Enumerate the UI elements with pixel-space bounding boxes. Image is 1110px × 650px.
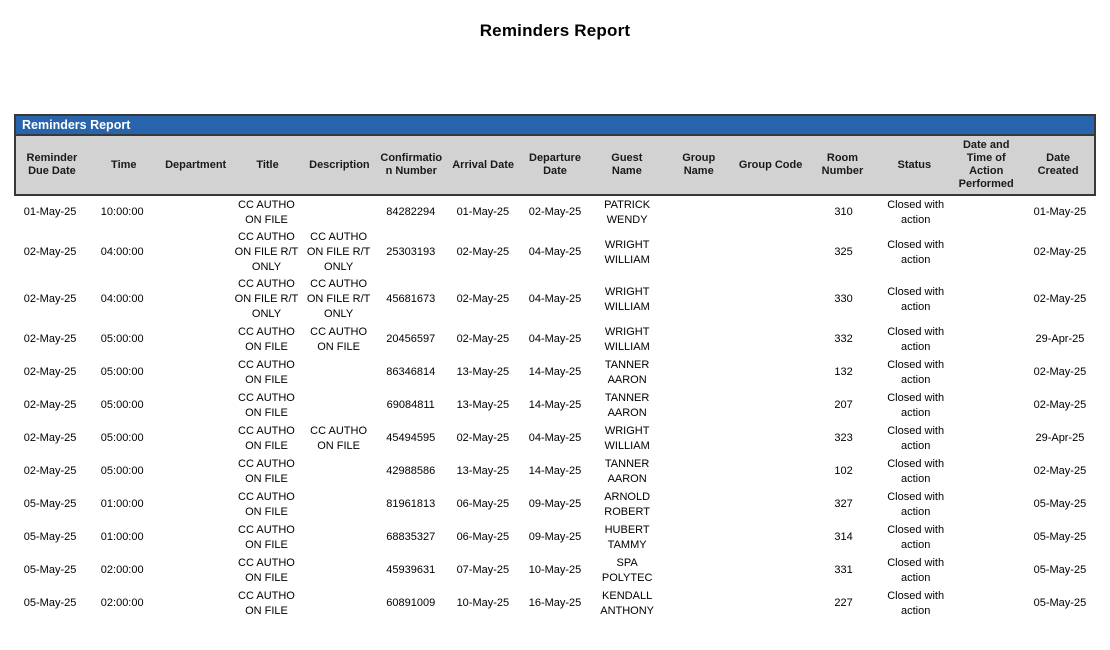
cell-room-number: 102 <box>834 465 853 477</box>
cell-room-number: 132 <box>834 366 853 378</box>
cell-description: CC AUTHO ON FILE R/T ONLY <box>306 278 371 320</box>
cell-status: Closed with action <box>887 198 945 226</box>
cell-status: Closed with action <box>887 325 945 353</box>
table-row <box>14 323 1096 356</box>
cell-arrival-date: 07-May-25 <box>456 564 510 576</box>
cell-departure-date: 04-May-25 <box>528 293 582 305</box>
cell-title: CC AUTHO ON FILE <box>238 523 295 551</box>
cell-date-created: 05-May-25 <box>1033 564 1087 576</box>
cell-reminder-due-date: 05-May-25 <box>23 597 77 609</box>
cell-room-number: 310 <box>834 206 853 218</box>
table-row <box>14 389 1096 422</box>
cell-guest-name: KENDALL ANTHONY <box>600 589 655 617</box>
cell-description: CC AUTHO ON FILE <box>310 424 368 452</box>
cell-arrival-date: 13-May-25 <box>456 465 510 477</box>
table-row <box>14 587 1096 620</box>
cell-status: Closed with action <box>887 358 945 386</box>
cell-description: CC AUTHO ON FILE R/T ONLY <box>306 231 371 273</box>
table-title-bar: Reminders Report <box>16 116 1094 136</box>
cell-room-number: 207 <box>834 399 853 411</box>
column-header-status: Status <box>897 158 932 171</box>
cell-reminder-due-date: 02-May-25 <box>23 246 77 258</box>
cell-departure-date: 04-May-25 <box>528 333 582 345</box>
cell-guest-name: WRIGHT WILLIAM <box>604 238 650 266</box>
cell-confirmation-number: 45494595 <box>386 432 436 444</box>
cell-reminder-due-date: 02-May-25 <box>23 366 77 378</box>
column-header-group-name: Group Name <box>682 152 716 177</box>
cell-confirmation-number: 20456597 <box>386 333 436 345</box>
cell-date-created: 05-May-25 <box>1033 531 1087 543</box>
cell-departure-date: 14-May-25 <box>528 366 582 378</box>
cell-confirmation-number: 45681673 <box>386 293 436 305</box>
cell-status: Closed with action <box>887 556 945 584</box>
cell-reminder-due-date: 02-May-25 <box>23 432 77 444</box>
cell-arrival-date: 02-May-25 <box>456 246 510 258</box>
cell-title: CC AUTHO ON FILE <box>238 391 295 419</box>
table-row <box>14 422 1096 455</box>
cell-date-created: 02-May-25 <box>1033 366 1087 378</box>
cell-date-created: 05-May-25 <box>1033 498 1087 510</box>
cell-status: Closed with action <box>887 238 945 266</box>
column-header-title: Title <box>256 158 279 171</box>
cell-departure-date: 10-May-25 <box>528 564 582 576</box>
cell-departure-date: 04-May-25 <box>528 432 582 444</box>
cell-title: CC AUTHO ON FILE <box>238 325 295 353</box>
table-header-frame <box>14 114 1096 196</box>
column-header-date-created: Date Created <box>1037 152 1079 177</box>
cell-title: CC AUTHO ON FILE R/T ONLY <box>234 231 299 273</box>
cell-status: Closed with action <box>887 424 945 452</box>
column-header-departure-date: Departure Date <box>529 152 581 177</box>
cell-date-created: 01-May-25 <box>1033 206 1087 218</box>
cell-time: 05:00:00 <box>100 432 144 444</box>
cell-confirmation-number: 25303193 <box>386 246 436 258</box>
cell-status: Closed with action <box>887 457 945 485</box>
cell-date-created: 02-May-25 <box>1033 293 1087 305</box>
cell-date-created: 29-Apr-25 <box>1035 432 1085 444</box>
cell-time: 05:00:00 <box>100 465 144 477</box>
cell-title: CC AUTHO ON FILE <box>238 589 295 617</box>
cell-arrival-date: 01-May-25 <box>456 206 510 218</box>
cell-arrival-date: 13-May-25 <box>456 366 510 378</box>
cell-room-number: 325 <box>834 246 853 258</box>
cell-reminder-due-date: 02-May-25 <box>23 333 77 345</box>
cell-time: 02:00:00 <box>100 564 144 576</box>
cell-title: CC AUTHO ON FILE <box>238 424 295 452</box>
column-header-reminder-due-date: Reminder Due Date <box>26 152 78 177</box>
table-row <box>14 554 1096 587</box>
table-body <box>14 196 1096 620</box>
cell-status: Closed with action <box>887 589 945 617</box>
cell-confirmation-number: 68835327 <box>386 531 436 543</box>
cell-description: CC AUTHO ON FILE <box>310 325 368 353</box>
column-header-time: Time <box>111 158 137 171</box>
column-header-guest-name: Guest Name <box>611 152 643 177</box>
cell-time: 05:00:00 <box>100 333 144 345</box>
cell-title: CC AUTHO ON FILE <box>238 556 295 584</box>
cell-date-created: 02-May-25 <box>1033 246 1087 258</box>
cell-guest-name: TANNER AARON <box>604 457 650 485</box>
table-row <box>14 356 1096 389</box>
table-row <box>14 229 1096 276</box>
cell-departure-date: 04-May-25 <box>528 246 582 258</box>
column-header-group-code: Group Code <box>738 158 803 171</box>
column-header-department: Department <box>165 158 227 171</box>
cell-time: 04:00:00 <box>100 246 144 258</box>
cell-room-number: 327 <box>834 498 853 510</box>
cell-departure-date: 14-May-25 <box>528 399 582 411</box>
cell-arrival-date: 06-May-25 <box>456 531 510 543</box>
column-header-arrival-date: Arrival Date <box>452 158 514 171</box>
cell-title: CC AUTHO ON FILE R/T ONLY <box>234 278 299 320</box>
cell-guest-name: WRIGHT WILLIAM <box>604 285 650 313</box>
cell-guest-name: PATRICK WENDY <box>604 198 651 226</box>
cell-arrival-date: 02-May-25 <box>456 333 510 345</box>
cell-room-number: 330 <box>834 293 853 305</box>
cell-room-number: 314 <box>834 531 853 543</box>
cell-guest-name: TANNER AARON <box>604 358 650 386</box>
cell-status: Closed with action <box>887 490 945 518</box>
cell-date-created: 02-May-25 <box>1033 399 1087 411</box>
cell-time: 04:00:00 <box>100 293 144 305</box>
page-title: Reminders Report <box>479 21 631 40</box>
cell-guest-name: HUBERT TAMMY <box>604 523 650 551</box>
cell-room-number: 331 <box>834 564 853 576</box>
column-header-action-performed: Date and Time of Action Performed <box>958 139 1014 190</box>
cell-room-number: 332 <box>834 333 853 345</box>
cell-time: 10:00:00 <box>100 206 144 218</box>
cell-departure-date: 02-May-25 <box>528 206 582 218</box>
cell-time: 01:00:00 <box>100 531 144 543</box>
cell-departure-date: 14-May-25 <box>528 465 582 477</box>
cell-arrival-date: 10-May-25 <box>456 597 510 609</box>
cell-reminder-due-date: 02-May-25 <box>23 293 77 305</box>
cell-arrival-date: 13-May-25 <box>456 399 510 411</box>
cell-guest-name: ARNOLD ROBERT <box>604 490 651 518</box>
cell-arrival-date: 02-May-25 <box>456 293 510 305</box>
cell-room-number: 227 <box>834 597 853 609</box>
cell-guest-name: WRIGHT WILLIAM <box>604 424 650 452</box>
table-row <box>14 196 1096 229</box>
cell-departure-date: 09-May-25 <box>528 498 582 510</box>
cell-status: Closed with action <box>887 391 945 419</box>
table-row <box>14 276 1096 323</box>
cell-confirmation-number: 81961813 <box>386 498 436 510</box>
cell-reminder-due-date: 05-May-25 <box>23 564 77 576</box>
cell-time: 05:00:00 <box>100 366 144 378</box>
cell-confirmation-number: 60891009 <box>386 597 436 609</box>
cell-room-number: 323 <box>834 432 853 444</box>
table-row <box>14 521 1096 554</box>
cell-reminder-due-date: 02-May-25 <box>23 465 77 477</box>
column-header-confirmation-number: Confirmation Number <box>380 152 443 177</box>
cell-time: 02:00:00 <box>100 597 144 609</box>
cell-status: Closed with action <box>887 285 945 313</box>
cell-reminder-due-date: 01-May-25 <box>23 206 77 218</box>
cell-reminder-due-date: 02-May-25 <box>23 399 77 411</box>
cell-date-created: 05-May-25 <box>1033 597 1087 609</box>
cell-arrival-date: 06-May-25 <box>456 498 510 510</box>
cell-status: Closed with action <box>887 523 945 551</box>
cell-arrival-date: 02-May-25 <box>456 432 510 444</box>
cell-title: CC AUTHO ON FILE <box>238 457 295 485</box>
cell-departure-date: 16-May-25 <box>528 597 582 609</box>
cell-title: CC AUTHO ON FILE <box>238 198 295 226</box>
cell-confirmation-number: 84282294 <box>386 206 436 218</box>
table-row <box>14 488 1096 521</box>
cell-guest-name: TANNER AARON <box>604 391 650 419</box>
reminders-report-table <box>14 114 1096 620</box>
cell-confirmation-number: 69084811 <box>386 399 435 411</box>
cell-guest-name: SPA POLYTEC <box>601 556 653 584</box>
cell-title: CC AUTHO ON FILE <box>238 358 295 386</box>
column-header-description: Description <box>309 158 370 171</box>
cell-reminder-due-date: 05-May-25 <box>23 498 77 510</box>
cell-departure-date: 09-May-25 <box>528 531 582 543</box>
cell-confirmation-number: 86346814 <box>386 366 436 378</box>
column-header-room-number: Room Number <box>821 152 864 177</box>
cell-reminder-due-date: 05-May-25 <box>23 531 77 543</box>
cell-date-created: 29-Apr-25 <box>1035 333 1085 345</box>
column-header-row <box>16 136 1094 194</box>
cell-confirmation-number: 42988586 <box>386 465 436 477</box>
cell-title: CC AUTHO ON FILE <box>238 490 295 518</box>
cell-time: 01:00:00 <box>100 498 144 510</box>
table-row <box>14 455 1096 488</box>
cell-date-created: 02-May-25 <box>1033 465 1087 477</box>
cell-guest-name: WRIGHT WILLIAM <box>604 325 650 353</box>
cell-time: 05:00:00 <box>100 399 144 411</box>
cell-confirmation-number: 45939631 <box>386 564 436 576</box>
